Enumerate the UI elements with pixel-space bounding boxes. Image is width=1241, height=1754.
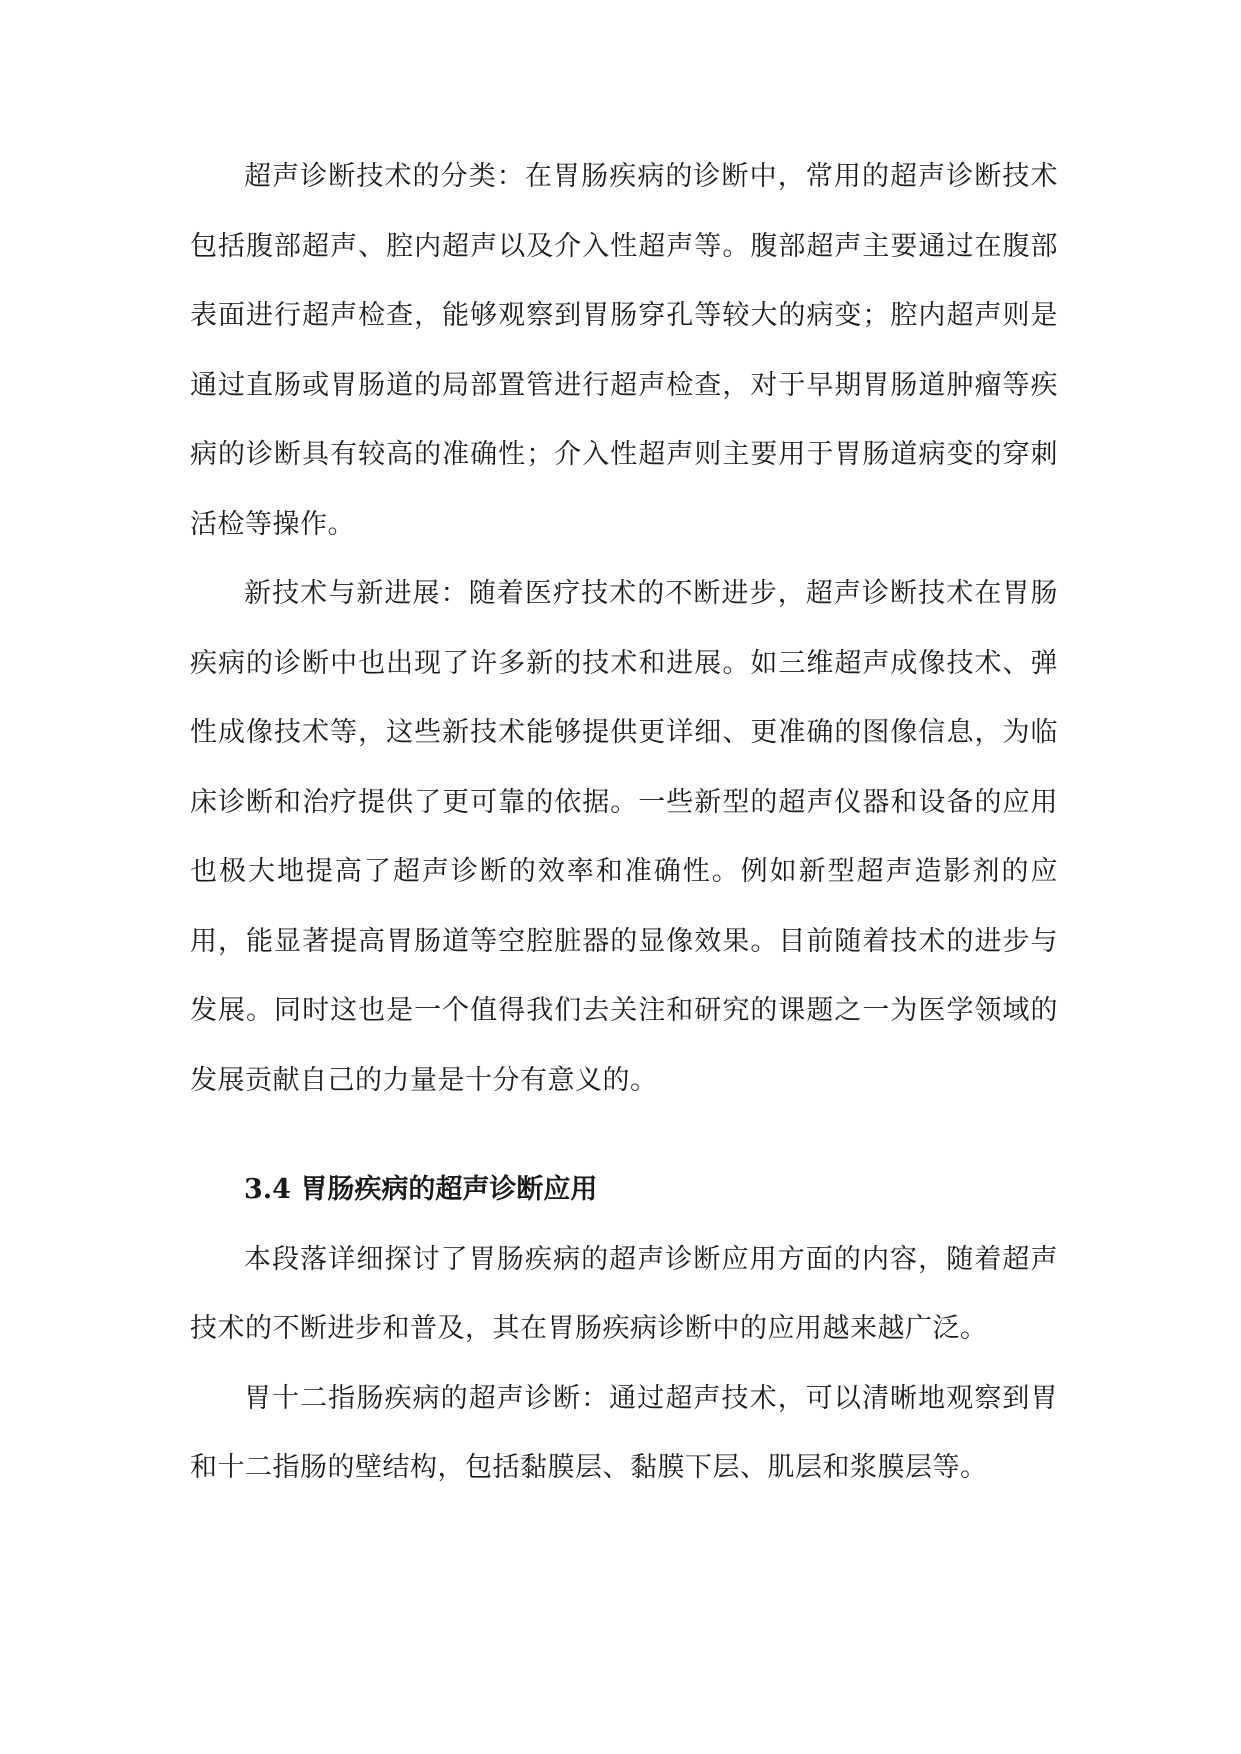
section-heading: 3.4 胃肠疾病的超声诊断应用 (244, 1174, 598, 1205)
page-content (190, 142, 1058, 1503)
paragraph-ultrasound-classification: 超声诊断技术的分类：在胃肠疾病的诊断中，常用的超声诊断技术包括腹部超声、腔内超声以及介入性超声等。腹部超声主要通过在腹部表面进行超声检查，能够观察到胃肠穿孔等较大的病变；腔内超声则是通过直肠或胃肠道的局部置管进行超声检查，对于早期胃肠道肿瘤等疾病的诊断具有较高的准确性；介入性超声则主要用于胃肠道病变的穿刺活检等操作。 (190, 161, 1058, 540)
paragraph-gastroduodenal: 胃十二指肠疾病的超声诊断：通过超声技术，可以清晰地观察到胃和十二指肠的壁结构，包括黏膜层、黏膜下层、肌层和浆膜层等。 (190, 1382, 1058, 1483)
paragraph-application-overview: 本段落详细探讨了胃肠疾病的超声诊断应用方面的内容，随着超声技术的不断进步和普及，其在胃肠疾病诊断中的应用越来越广泛。 (190, 1243, 1058, 1344)
paragraph-new-technology: 新技术与新进展：随着医疗技术的不断进步，超声诊断技术在胃肠疾病的诊断中也出现了许多新的技术和进展。如三维超声成像技术、弹性成像技术等，这些新技术能够提供更详细、更准确的图像信息，为临床诊断和治疗提供了更可靠的依据。一些新型的超声仪器和设备的应用也极大地提高了超声诊断的效率和准确性。例如新型超声造影剂的应用，能显著提高胃肠道等空腔脏器的显像效果。目前随着技术的进步与发展。同时这也是一个值得我们去关注和研究的课题之一为医学领域的发展贡献自己的力量是十分有意义的。 (190, 578, 1058, 1096)
